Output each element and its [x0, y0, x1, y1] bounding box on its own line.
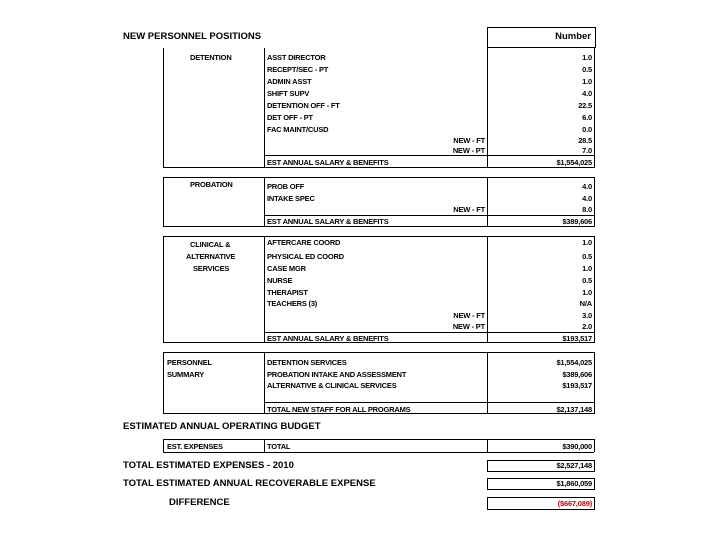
- table-row-label: THERAPIST: [267, 288, 308, 297]
- operating-budget-title: ESTIMATED ANNUAL OPERATING BUDGET: [123, 421, 321, 432]
- page-title: NEW PERSONNEL POSITIONS: [123, 31, 262, 42]
- table-row-label: DETENTION SERVICES: [267, 358, 347, 367]
- table-row-label: DET OFF - PT: [267, 113, 313, 122]
- total-expenses-label: TOTAL ESTIMATED EXPENSES - 2010: [123, 460, 294, 471]
- salary-label: EST ANNUAL SALARY & BENEFITS: [267, 334, 389, 343]
- table-row-value: $389,606: [562, 370, 592, 379]
- table-row-value: 0.5: [582, 252, 592, 261]
- table-row-label: PROBATION INTAKE AND ASSESSMENT: [267, 370, 407, 379]
- table-row-value: N/A: [579, 299, 592, 308]
- total-expenses-value: $2,527,148: [556, 461, 592, 470]
- table-row-value: 1.0: [582, 77, 592, 86]
- salary-value: $193,517: [562, 334, 592, 343]
- salary-value: $389,606: [562, 217, 592, 226]
- table-row-label: INTAKE SPEC: [267, 194, 315, 203]
- section-label-clinical: ALTERNATIVE: [186, 252, 236, 261]
- table-row-value: 0.0: [582, 125, 592, 134]
- salary-label: EST ANNUAL SALARY & BENEFITS: [267, 217, 389, 226]
- recoverable-expense-value: $1,860,059: [556, 479, 592, 488]
- new-ft-label: NEW - FT: [453, 205, 485, 214]
- table-row-value: $1,554,025: [556, 358, 592, 367]
- total-staff-value: $2,137,148: [556, 405, 592, 414]
- table-row-value: $193,517: [562, 381, 592, 390]
- table-row-value: 4.0: [582, 182, 592, 191]
- new-ft-value: 28.5: [578, 136, 592, 145]
- table-row-value: 1.0: [582, 288, 592, 297]
- table-row-label: FAC MAINT/CUSD: [267, 125, 329, 134]
- new-pt-label: NEW - PT: [452, 322, 485, 331]
- table-row-value: 1.0: [582, 238, 592, 247]
- section-label-clinical: CLINICAL &: [190, 240, 231, 249]
- section-label-probation: PROBATION: [190, 180, 233, 189]
- table-row-value: 1.0: [582, 264, 592, 273]
- section-label-clinical: SERVICES: [193, 264, 230, 273]
- table-row-label: AFTERCARE COORD: [267, 238, 341, 247]
- table-row-label: ASST DIRECTOR: [267, 53, 326, 62]
- difference-value: ($667,089): [557, 499, 592, 508]
- table-row-label: SHIFT SUPV: [267, 89, 310, 98]
- new-ft-label: NEW - FT: [453, 136, 485, 145]
- section-label-summary: PERSONNEL: [167, 358, 212, 367]
- table-row-value: 0.5: [582, 276, 592, 285]
- table-row-label: ALTERNATIVE & CLINICAL SERVICES: [267, 381, 397, 390]
- table-row-label: ADMIN ASST: [267, 77, 312, 86]
- new-ft-label: NEW - FT: [453, 311, 485, 320]
- section-label-summary: SUMMARY: [167, 370, 205, 379]
- table-row-value: 4.0: [582, 194, 592, 203]
- difference-label: DIFFERENCE: [169, 497, 230, 508]
- new-pt-value: 2.0: [582, 322, 592, 331]
- budget-total-value: $390,000: [562, 442, 592, 451]
- total-staff-label: TOTAL NEW STAFF FOR ALL PROGRAMS: [267, 405, 411, 414]
- salary-label: EST ANNUAL SALARY & BENEFITS: [267, 158, 389, 167]
- est-expenses-label: EST. EXPENSES: [167, 442, 223, 451]
- recoverable-expense-label: TOTAL ESTIMATED ANNUAL RECOVERABLE EXPENSE: [123, 478, 376, 489]
- table-row-label: TEACHERS (3): [267, 299, 318, 308]
- new-pt-value: 7.0: [582, 146, 592, 155]
- budget-total-label: TOTAL: [267, 442, 291, 451]
- table-row-label: CASE MGR: [267, 264, 306, 273]
- table-row-value: 4.0: [582, 89, 592, 98]
- table-row-label: NURSE: [267, 276, 293, 285]
- table-row-label: PHYSICAL ED COORD: [267, 252, 344, 261]
- salary-value: $1,554,025: [556, 158, 592, 167]
- section-label-detention: DETENTION: [190, 53, 232, 62]
- new-ft-value: 8.0: [582, 205, 592, 214]
- table-row-label: RECEPT/SEC - PT: [267, 65, 329, 74]
- table-row-value: 0.5: [582, 65, 592, 74]
- new-ft-value: 3.0: [582, 311, 592, 320]
- number-header: Number: [555, 31, 591, 42]
- table-row-label: DETENTION OFF - FT: [267, 101, 340, 110]
- table-row-value: 22.5: [578, 101, 592, 110]
- new-pt-label: NEW - PT: [452, 146, 485, 155]
- table-row-value: 6.0: [582, 113, 592, 122]
- table-row-value: 1.0: [582, 53, 592, 62]
- table-row-label: PROB OFF: [267, 182, 305, 191]
